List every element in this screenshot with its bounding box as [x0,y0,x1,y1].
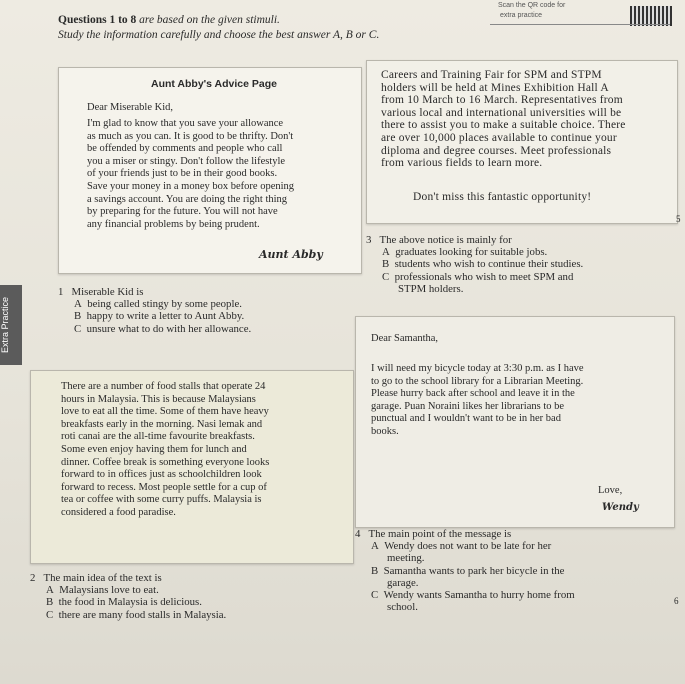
message-line: to go to the school library for a Librarian Meeting. [371,375,584,387]
careers-line: there to assist you to make a suitable choice. There [381,119,626,132]
option-text: Samantha wants to park her bicycle in the [383,564,565,577]
option-letter: A [74,298,82,311]
food-line: Some even enjoy having them for lunch and [61,443,247,455]
food-body [61,381,351,520]
q1-option-a[interactable] [58,298,358,310]
option-letter: A [371,540,379,553]
advice-body [87,118,359,231]
message-box [355,316,675,528]
q3-number: 3 [366,234,372,246]
questions-title [58,14,280,26]
careers-line: from 10 March to 16 March. Representatives from [381,94,623,107]
question-1 [58,286,358,335]
option-text: graduates looking for suitable jobs. [395,246,548,259]
careers-line: holders will be held at Mines Exhibition Hall A [381,81,609,94]
questions-range: Questions 1 to 8 [58,14,137,26]
careers-line: various local and international universities will be [381,106,622,119]
advice-line: as much as you can. It is good to be thrifty. Don't [87,130,294,142]
food-line: forward to in offices just as schoolchildren look [61,469,262,481]
option-letter: B [371,564,379,577]
option-text: happy to write a letter to Aunt Abby. [86,310,245,323]
message-closing: Love, [598,485,623,496]
option-text-cont: meeting. [387,552,425,565]
q4-option-c[interactable] [355,589,675,613]
advice-line: I'm glad to know that you save your allowance [87,118,284,129]
option-letter: A [382,246,390,259]
option-text: Malaysians love to eat. [59,584,159,597]
q3-option-a[interactable] [366,246,676,258]
q2-number: 2 [30,572,36,584]
food-text-box [30,370,354,564]
instruction: Study the information carefully and choose the best answer A, B or C. [58,29,380,41]
advice-greeting: Dear Miserable Kid, [87,102,174,113]
advice-heading: Aunt Abby's Advice Page [151,78,277,90]
food-line: forward to recess. Most people settle for a cup of [61,481,267,493]
advice-line: you a miser or stingy. Don't follow the lifestyle [87,155,286,167]
margin-mark: 6 [674,596,679,606]
option-letter: B [382,258,390,271]
careers-line: diploma and degree courses. Meet professionals [381,144,612,157]
food-line: breakfasts early in the morning. Nasi lemak and [61,418,263,430]
q4-option-b[interactable] [355,565,675,589]
message-greeting: Dear Samantha, [371,333,439,344]
q4-option-a[interactable] [355,540,675,564]
header-rule [490,24,670,25]
food-line: tea or coffee with some curry puffs. Malaysia is [61,494,262,506]
option-letter: C [382,270,390,283]
option-letter: C [46,608,54,621]
q2-option-a[interactable] [30,584,350,596]
q3-option-c[interactable] [366,271,676,283]
q1-stem: Miserable Kid is [71,286,144,298]
q1-number: 1 [58,286,64,298]
option-text: students who wish to continue their studies. [394,258,584,271]
careers-line: from various fields to learn more. [381,157,543,170]
message-line: I will need my bicycle today at 3:30 p.m. as I have [371,363,584,374]
option-letter: B [74,310,82,323]
scan-text: Scan the QR code for [498,2,566,9]
option-letter: B [46,596,54,609]
advice-line: of your friends just to be in their good books. [87,168,278,180]
option-letter: A [46,584,54,597]
advice-line: Save your money in a money box before opening [87,180,295,192]
advice-line: be offended by comments and people who call [87,143,283,155]
message-line: garage. Puan Noraini likes her librarians to be [371,400,565,412]
food-line: dinner. Coffee break is something everyone looks [61,456,270,468]
option-letter: C [371,589,379,602]
question-3 [366,234,676,295]
message-line: books. [371,425,399,437]
q4-stem: The main point of the message is [368,528,512,540]
food-line: considered a food paradise. [61,506,176,518]
question-2 [30,572,350,621]
q2-stem: The main idea of the text is [43,572,162,584]
advice-box [58,67,362,274]
careers-closing: Don't miss this fantastic opportunity! [413,191,592,203]
food-line: There are a number of food stalls that operate 24 [61,381,266,392]
qr-code-icon [630,6,672,26]
option-letter: C [74,322,82,335]
careers-notice-box [366,60,678,224]
option-text: there are many food stalls in Malaysia. [58,608,227,621]
q2-option-b[interactable] [30,596,350,608]
food-line: love to eat all the time. Some of them have heavy [61,406,269,418]
message-line: punctual and I wouldn't want to be in her bad [371,413,561,425]
q1-option-b[interactable] [58,310,358,322]
option-text-cont: garage. [387,576,419,589]
advice-line: by preparing for the future. You will not have [87,206,278,218]
advice-line: a savings account. You are doing the right thing [87,193,288,205]
side-tab: Extra Practice [0,285,22,365]
option-text: unsure what to do with her allowance. [86,322,252,335]
careers-line: are over 10,000 places available to continue your [381,131,617,144]
questions-title-rest: are based on the given stimuli. [136,14,280,26]
food-line: hours in Malaysia. This is because Malaysians [61,393,256,405]
q1-option-c[interactable] [58,323,358,335]
option-text: being called stingy by some people. [87,298,242,311]
message-signature: Wendy [602,502,639,513]
message-body [371,363,671,439]
advice-line: any financial problems by being prudent. [87,218,260,230]
careers-line: Careers and Training Fair for SPM and STPM [381,69,602,81]
option-text: professionals who wish to meet SPM and [394,270,574,283]
option-text: Wendy does not want to be late for her [384,540,552,553]
careers-body [381,69,677,170]
option-text-cont: school. [387,601,418,614]
extra-practice-label: extra practice [500,12,543,19]
option-text: the food in Malaysia is delicious. [58,596,202,609]
question-4 [355,528,675,613]
food-line: roti canai are the all-time favourite breakfasts. [61,431,255,443]
q3-option-c-cont: STPM holders. [398,282,464,295]
margin-mark: 5 [676,214,681,224]
q3-option-b[interactable] [366,258,676,270]
q4-number: 4 [355,528,361,540]
advice-signature: Aunt Abby [259,248,323,261]
q2-option-c[interactable] [30,609,350,621]
message-line: Please hurry back after school and leave it in the [371,388,575,400]
q3-stem: The above notice is mainly for [379,234,512,246]
option-text: Wendy wants Samantha to hurry home from [383,589,575,602]
